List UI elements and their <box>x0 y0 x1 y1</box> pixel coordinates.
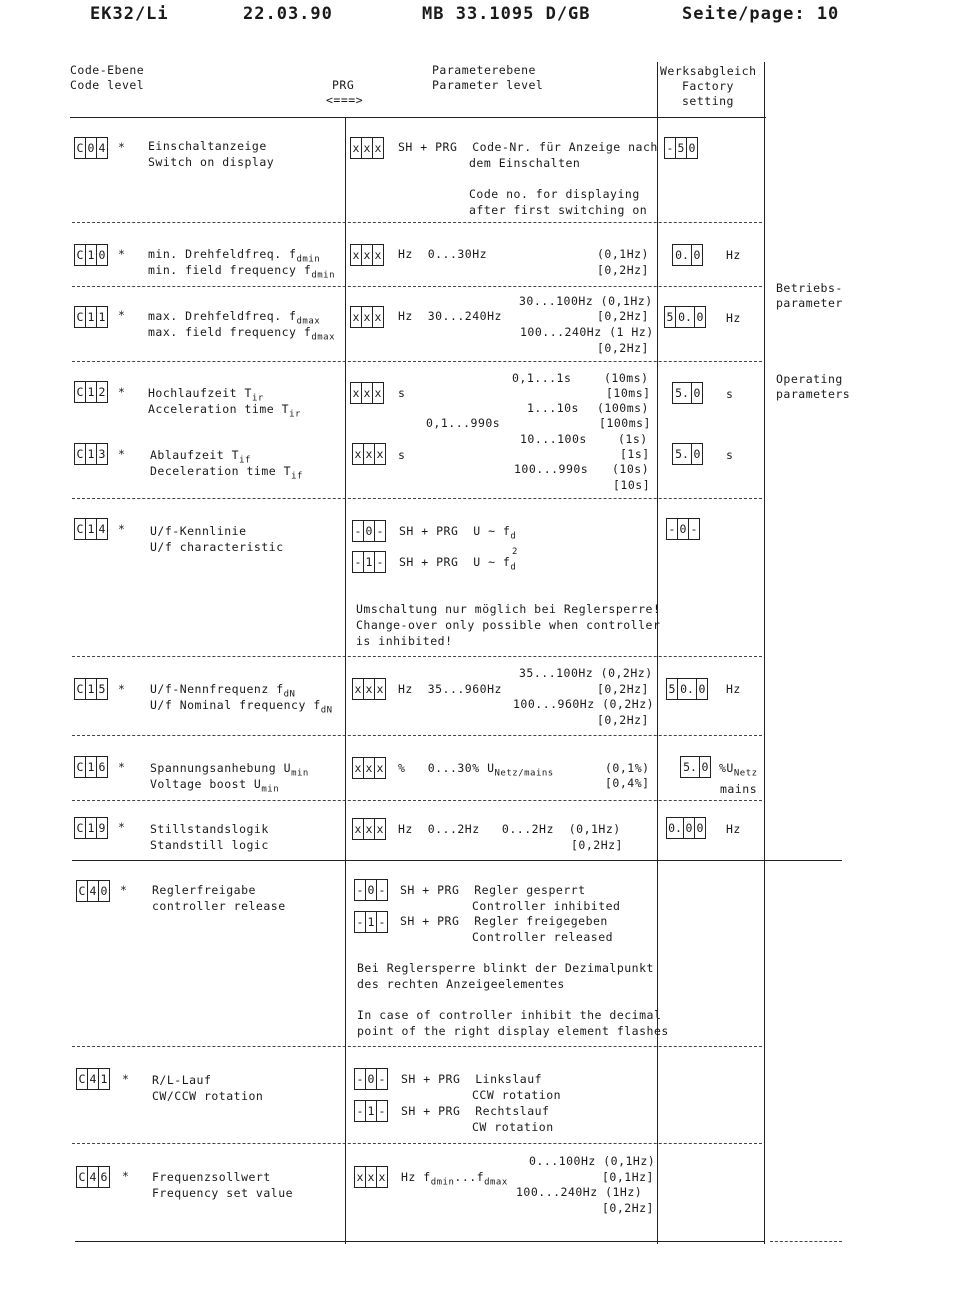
code-box: C 1 0 <box>74 244 108 266</box>
param-name-en: U/f characteristic <box>150 540 284 554</box>
param-name-en: Voltage boost $U_{min}$ <box>150 777 280 795</box>
selection-box-0: - 0 - <box>354 1068 388 1090</box>
value-box: x x x <box>352 443 386 465</box>
col-factory-de: Werksabgleich <box>660 64 757 78</box>
param-name-en: Standstill logic <box>150 838 269 852</box>
param-range: 0,1...1s <box>512 371 572 385</box>
factory-box: - 0 - <box>666 518 700 540</box>
param-name-en: controller release <box>152 899 286 913</box>
param-step: (10ms) <box>604 371 649 385</box>
param-range: % 0...30% $U_{Netz/mains}$ <box>398 761 554 779</box>
code-box: C 4 6 <box>76 1166 110 1188</box>
star: * <box>118 820 126 834</box>
star: * <box>118 308 126 322</box>
param-name-de: Reglerfreigabe <box>152 883 256 897</box>
param-resolution: [0,2Hz] <box>571 838 623 852</box>
unit: Hz <box>726 682 741 696</box>
row-sep <box>72 222 762 223</box>
note-en: Change-over only possible when controller <box>356 618 661 632</box>
param-resolution: [0,1Hz] <box>602 1170 654 1184</box>
param-step: (100ms) <box>597 401 649 415</box>
param-name-de: Hochlaufzeit $T_{ir}$ <box>148 386 264 404</box>
param-step: (0,1%) <box>605 761 650 775</box>
option-desc: SH + PRG Linkslauf <box>401 1072 543 1086</box>
option-desc: SH + PRG Rechtslauf <box>401 1104 550 1118</box>
param-name-de: Einschaltanzeige <box>148 139 267 153</box>
star: * <box>122 1169 130 1183</box>
factory-box: - 5 0 <box>664 137 698 159</box>
param-name-de: R/L-Lauf <box>152 1073 212 1087</box>
option-desc: SH + PRG U ~ $f_d$ <box>399 555 517 573</box>
code-box: C 1 2 <box>74 381 108 403</box>
code-box: C 0 4 <box>74 137 108 159</box>
col-factory-en1: Factory <box>682 79 734 93</box>
selection-box-0: - 0 - <box>352 520 386 542</box>
option-desc-en: Controller inhibited <box>472 899 621 913</box>
unit: s <box>726 448 734 462</box>
side-label-de1: Betriebs- <box>776 281 843 295</box>
col-divider-2 <box>657 62 658 1244</box>
code-box: C 1 3 <box>74 443 108 465</box>
value-box: x x x <box>350 306 384 328</box>
param-resolution: [1s] <box>620 447 650 461</box>
bottom-rule-dash <box>770 1241 842 1242</box>
param-step: (0,1Hz) <box>597 247 649 261</box>
param-resolution: [0,2Hz] <box>597 341 649 355</box>
side-label-en1: Operating <box>776 372 843 386</box>
param-name-de: Stillstandslogik <box>150 822 269 836</box>
note-en: In case of controller inhibit the decimal <box>357 1008 662 1022</box>
col-code-en: Code level <box>70 78 145 92</box>
param-range: 30...100Hz (0,1Hz) <box>519 294 653 308</box>
note-en: point of the right display element flashes <box>357 1024 669 1038</box>
param-name-en: Acceleration time $T_{ir}$ <box>148 402 301 420</box>
note-en: is inhibited! <box>356 634 453 648</box>
param-range: 10...100s <box>520 432 587 446</box>
param-range: Hz 35...960Hz <box>398 682 502 696</box>
star: * <box>118 522 126 536</box>
row-sep <box>72 800 762 801</box>
value-box: x x x <box>352 678 386 700</box>
star: * <box>118 385 126 399</box>
param-desc: SH + PRG Code-Nr. für Anzeige nach <box>398 140 658 154</box>
col-prg-arrow: <===> <box>326 93 364 107</box>
row-sep <box>72 735 762 736</box>
param-resolution: [0,2Hz] <box>597 309 649 323</box>
unit: Hz <box>726 248 741 262</box>
factory-box: 5. 0 <box>672 443 703 465</box>
unit: Hz <box>726 822 741 836</box>
value-box: x x x <box>350 244 384 266</box>
doc-date: 22.03.90 <box>243 4 333 24</box>
star: * <box>118 447 126 461</box>
param-range-total: 0,1...990s <box>426 416 501 430</box>
col-factory-en2: setting <box>682 94 734 108</box>
code-box: C 1 4 <box>74 518 108 540</box>
param-range: 35...100Hz (0,2Hz) <box>519 666 653 680</box>
section-rule <box>72 860 842 861</box>
doc-number: MB 33.1095 D/GB <box>422 4 591 24</box>
param-name-en: Switch on display <box>148 155 275 169</box>
param-range: Hz 0...30Hz <box>398 247 488 261</box>
page-number: Seite/page: 10 <box>682 4 840 24</box>
col-prg: PRG <box>332 78 355 92</box>
param-name-de: Spannungsanhebung $U_{min}$ <box>150 761 309 779</box>
value-box: x x x <box>352 818 386 840</box>
param-resolution: [0,2Hz] <box>597 713 649 727</box>
param-range: 100...960Hz (0,2Hz) <box>513 697 655 711</box>
row-sep <box>72 498 762 499</box>
factory-box: 5. 0 <box>672 382 703 404</box>
header-rule <box>70 117 766 118</box>
param-name-en: max. field frequency $f_{dmax}$ <box>148 325 336 343</box>
param-name-de: U/f-Kennlinie <box>150 524 247 538</box>
row-sep <box>72 286 762 287</box>
code-box: C 1 6 <box>74 756 108 778</box>
col-divider-3 <box>764 62 765 1244</box>
param-name-de: Ablaufzeit $T_{if}$ <box>150 448 251 466</box>
row-sep <box>72 361 762 362</box>
selection-box-0: - 0 - <box>354 879 388 901</box>
param-name-de: min. Drehfeldfreq. $f_{dmin}$ <box>148 247 321 265</box>
param-name-de: U/f-Nennfrequenz $f_{dN}$ <box>150 682 296 700</box>
unit: $\%U_{Netz}$ <box>719 761 758 779</box>
param-resolution: [0,4%] <box>605 776 650 790</box>
param-range: 100...240Hz (1Hz) <box>516 1185 643 1199</box>
param-name-en: Deceleration time $T_{if}$ <box>150 464 303 482</box>
param-resolution: [0,2Hz] <box>602 1201 654 1215</box>
factory-box: 5. 0 <box>680 756 711 778</box>
selection-box-1: - 1 - <box>352 551 386 573</box>
unit: Hz <box>726 311 741 325</box>
unit-sub: mains <box>720 782 758 796</box>
superscript: 2 <box>512 547 518 557</box>
row-sep <box>72 1143 762 1144</box>
code-box: C 1 1 <box>74 306 108 328</box>
param-desc: after first switching on <box>469 203 648 217</box>
star: * <box>122 1072 130 1086</box>
row-sep <box>72 1046 762 1047</box>
note-de: des rechten Anzeigeelementes <box>357 977 565 991</box>
value-box: x x x <box>350 137 384 159</box>
param-range: 0...100Hz (0,1Hz) <box>529 1154 656 1168</box>
param-name-en: U/f Nominal frequency $f_{dN}$ <box>150 698 333 716</box>
param-range: Hz 0...2Hz 0...2Hz (0,1Hz) <box>398 822 621 836</box>
option-desc: SH + PRG Regler gesperrt <box>400 883 586 897</box>
factory-box: 5 0. 0 <box>664 306 706 328</box>
param-step: (10s) <box>612 462 650 476</box>
param-name-en: Frequency set value <box>152 1186 294 1200</box>
param-step: (1s) <box>618 432 648 446</box>
param-desc: Code no. for displaying <box>469 187 640 201</box>
param-name-en: CW/CCW rotation <box>152 1089 264 1103</box>
option-desc-en: Controller released <box>472 930 614 944</box>
unit-s: s <box>398 386 406 400</box>
note-de: Bei Reglersperre blinkt der Dezimalpunkt <box>357 961 654 975</box>
factory-box: 0. 0 0 <box>666 817 706 839</box>
star: * <box>118 140 126 154</box>
star: * <box>118 247 126 261</box>
note-de: Umschaltung nur möglich bei Reglersperre! <box>356 602 661 616</box>
factory-box: 5 0. 0 <box>666 678 708 700</box>
row-sep <box>72 656 762 657</box>
star: * <box>118 760 126 774</box>
param-resolution: [0,2Hz] <box>597 263 649 277</box>
code-box: C 1 5 <box>74 678 108 700</box>
code-box: C 1 9 <box>74 817 108 839</box>
bottom-rule <box>75 1241 765 1242</box>
param-range: 100...240Hz (1 Hz) <box>520 325 654 339</box>
option-desc: SH + PRG U ~ $f_d$ <box>399 524 517 542</box>
param-resolution: [10ms] <box>606 386 651 400</box>
selection-box-1: - 1 - <box>354 911 388 933</box>
param-resolution: [0,2Hz] <box>597 682 649 696</box>
value-box: x x x <box>350 382 384 404</box>
code-box: C 4 1 <box>76 1068 110 1090</box>
factory-box: 0. 0 <box>672 244 703 266</box>
param-resolution: [10s] <box>613 478 651 492</box>
col-param-de: Parameterebene <box>432 63 536 77</box>
param-range: Hz $f_{dmin}...f_{dmax}$ <box>401 1170 508 1188</box>
side-label-de2: parameter <box>776 296 843 310</box>
option-desc: SH + PRG Regler freigegeben <box>400 914 608 928</box>
value-box: x x x <box>352 757 386 779</box>
option-desc-en: CCW rotation <box>472 1088 562 1102</box>
param-resolution: [100ms] <box>599 416 651 430</box>
doc-author-code: EK32/Li <box>90 4 169 24</box>
param-range: 100...990s <box>514 462 589 476</box>
param-name-en: min. field frequency $f_{dmin}$ <box>148 263 336 281</box>
side-label-en2: parameters <box>776 387 851 401</box>
unit: s <box>726 387 734 401</box>
param-name-de: Frequenzsollwert <box>152 1170 271 1184</box>
value-box: x x x <box>354 1166 388 1188</box>
col-param-en: Parameter level <box>432 78 544 92</box>
param-range: 1...10s <box>527 401 579 415</box>
unit-s: s <box>398 448 406 462</box>
star: * <box>118 682 126 696</box>
option-desc-en: CW rotation <box>472 1120 554 1134</box>
param-name-de: max. Drehfeldfreq. $f_{dmax}$ <box>148 309 321 327</box>
col-code-de: Code-Ebene <box>70 63 145 77</box>
param-range: Hz 30...240Hz <box>398 309 502 323</box>
star: * <box>120 883 128 897</box>
param-desc: dem Einschalten <box>469 156 581 170</box>
selection-box-1: - 1 - <box>354 1100 388 1122</box>
code-box: C 4 0 <box>76 880 110 902</box>
